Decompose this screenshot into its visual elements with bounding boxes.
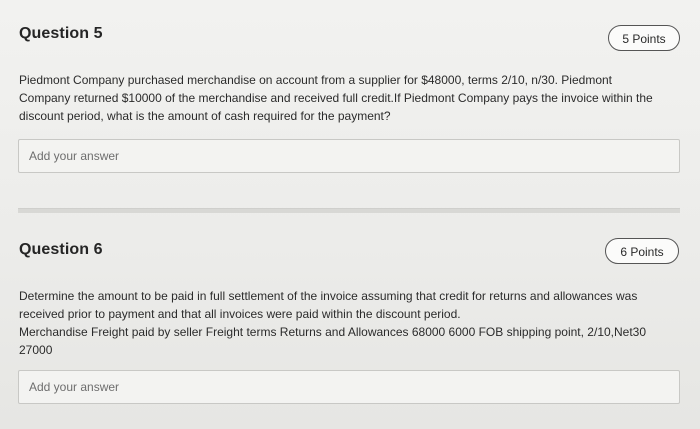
- question-text-line: Determine the amount to be paid in full settlement of the invoice assuming that credit for returns and allowances was: [19, 289, 638, 303]
- question-text-line: Merchandise Freight paid by seller Freight terms Returns and Allowances 68000 6000 FOB shipping point, 2/10,Net30: [19, 325, 647, 339]
- question-text-line: received prior to payment and that all invoices were paid within the discount period.: [19, 307, 461, 321]
- points-badge: 6 Points: [605, 238, 679, 264]
- question-6: [0, 214, 700, 429]
- question-text-line: Company returned $10000 of the merchandise and received full credit.If Piedmont Company pays the invoice within the: [19, 91, 653, 105]
- question-text-line: Piedmont Company purchased merchandise on account from a supplier for $48000, terms 2/10, n/30. Piedmont: [19, 73, 612, 87]
- answer-input[interactable]: Add your answer: [18, 139, 680, 173]
- points-badge: 5 Points: [608, 25, 680, 51]
- question-text: [19, 287, 679, 359]
- question-5: [0, 0, 700, 210]
- question-divider: [18, 208, 680, 213]
- question-text: [19, 71, 679, 125]
- question-text-line: 27000: [19, 343, 53, 357]
- question-text-line: discount period, what is the amount of cash required for the payment?: [19, 109, 391, 123]
- question-title: Question 5: [19, 25, 103, 42]
- question-title: Question 6: [19, 241, 103, 258]
- answer-input[interactable]: Add your answer: [18, 370, 680, 404]
